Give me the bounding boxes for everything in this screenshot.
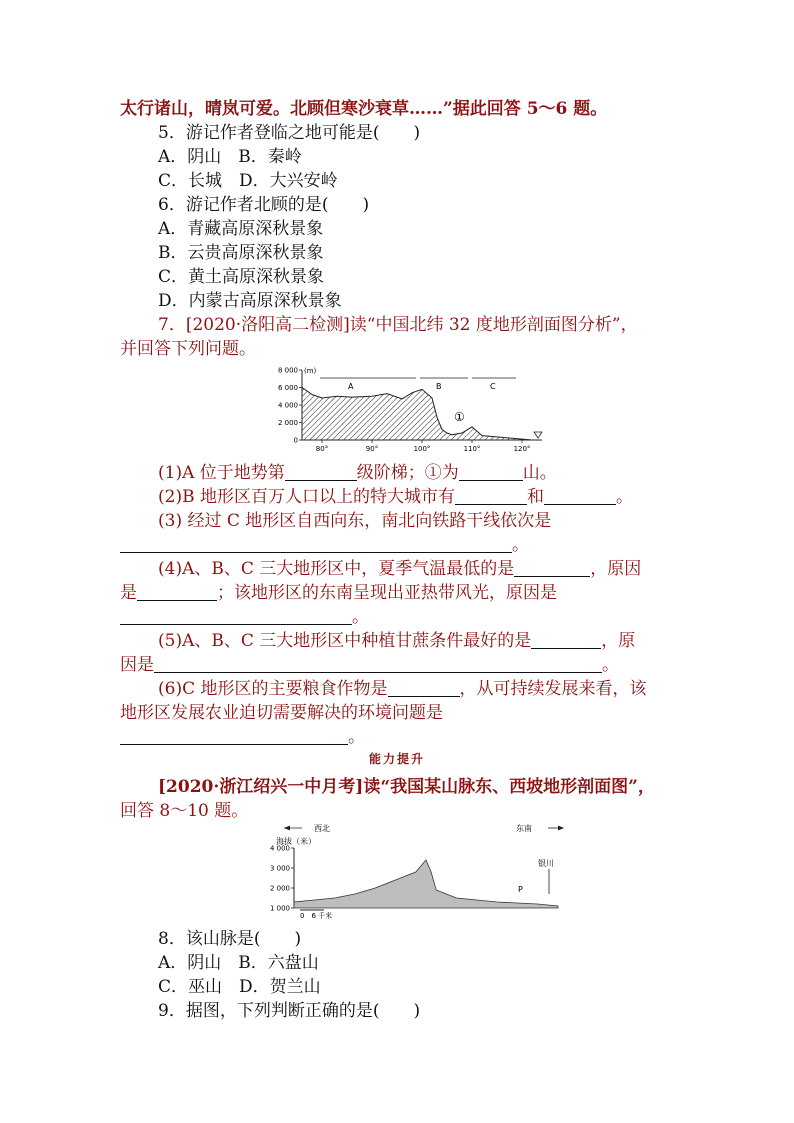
chart1-region-b: B: [436, 382, 442, 391]
q7-part4-line1: (4)A、B、C 三大地形区中，夏季气温最低的是 ，原因: [158, 559, 642, 579]
q7-part6-answer: 。: [120, 725, 674, 749]
section-heading: 能力提升: [368, 752, 425, 766]
q8-options-2: C．巫山 D．贺兰山: [158, 977, 321, 997]
chart1-terrain-area: [302, 388, 532, 441]
chart1-y-tick-label: 8 000: [277, 366, 298, 375]
q6-option-d: D．内蒙古高原深秋景象: [158, 291, 342, 311]
q7-part6-line2: 地形区发展农业迫切需要解决的环境问题是: [120, 703, 443, 723]
q7-part4-line2: 是 ；该地形区的东南呈现出亚热带风光，原因是: [120, 583, 557, 603]
q7-part5-line2: 因是 。: [120, 655, 619, 675]
q7-part6-line1: (6)C 地形区的主要粮食作物是 ，从可持续发展来看，该: [158, 679, 647, 699]
q7-part5-line1: (5)A、B、C 三大地形区中种植甘蔗条件最好的是 ，原: [158, 631, 636, 651]
chart2-ylabel: 海拔（米）: [276, 837, 316, 846]
chart2-scale-label: 0 6 千米: [300, 912, 333, 920]
q6-option-a: A．青藏高原深秋景象: [158, 219, 324, 239]
sea-level-icon: [534, 432, 542, 438]
chart2-terrain-area: [294, 860, 558, 908]
chart1-x-tick-label: 90°: [365, 445, 379, 453]
chart2-direction-east: 东南: [516, 824, 532, 833]
intro-text: 太行诸山，晴岚可爱。北顾但寒沙衰草……”据此回答 5～6 题。: [120, 99, 608, 119]
q7-blank-1a: [285, 462, 357, 481]
q7-blank-1b: [459, 462, 523, 481]
q7-blank-2a: [455, 486, 527, 505]
chart1-x-tick-label: 120°: [513, 445, 531, 453]
q7-blank-4c: [120, 606, 352, 625]
q7-intro-line2: 并回答下列问题。: [120, 339, 256, 359]
q6-option-c: C．黄土高原深秋景象: [158, 267, 325, 287]
chart2-direction-west: 西北: [314, 824, 330, 833]
q7-blank-3: [120, 534, 512, 553]
q9-stem: 9．据图，下列判断正确的是( ): [158, 1001, 421, 1021]
chart2-y-tick-label: 2 000: [270, 884, 290, 893]
chart1-y-tick-label: 6 000: [277, 384, 298, 392]
q5-stem: 5．游记作者登临之地可能是( ): [158, 123, 421, 143]
arrow-left-icon: [284, 826, 290, 831]
q8-intro-line2: 回答 8～10 题。: [120, 801, 249, 821]
q7-blank-5a: [531, 630, 601, 649]
q6-stem: 6．游记作者北顾的是( ): [158, 195, 370, 215]
chart1-x-tick-label: 100°: [413, 445, 431, 453]
q6-option-b: B．云贵高原深秋景象: [158, 243, 324, 263]
chart2-y-tick-label: 1 000: [270, 904, 290, 913]
q7-part3: (3) 经过 C 地形区自西向东，南北向铁路干线依次是: [158, 511, 552, 531]
chart2-y-tick-label: 3 000: [270, 864, 290, 873]
chart2-point-p: P: [518, 885, 523, 894]
q7-blank-4b: [137, 582, 217, 601]
q7-blank-2b: [544, 486, 616, 505]
q7-part1: (1)A 位于地势第 级阶梯；①为 山。: [158, 463, 557, 483]
q7-part4-answer: 。: [120, 605, 674, 629]
chart-mountain-profile: [270, 822, 570, 922]
chart1-y-tick-label: 2 000: [277, 419, 298, 427]
chart1-region-c: C: [490, 382, 496, 391]
chart1-x-tick-label: 80°: [315, 445, 329, 453]
chart1-unit: (m): [304, 367, 317, 375]
q7-intro-line1: 7．[2020·洛阳高二检测]读“中国北纬 32 度地形剖面图分析”，: [158, 315, 638, 335]
q7-part2: (2)B 地形区百万人口以上的特大城市有 和 。: [158, 487, 633, 507]
chart1-x-tick-label: 110°: [463, 445, 481, 453]
q5-options-2: C．长城 D．大兴安岭: [158, 171, 338, 191]
chart1-y-tick-label: 4 000: [277, 401, 298, 410]
chart2-y-tick-label: 4 000: [270, 844, 290, 853]
q8-intro-line1: [2020·浙江绍兴一中月考]读“我国某山脉东、西坡地形剖面图”，: [158, 777, 655, 797]
q7-blank-4a: [514, 558, 590, 577]
q7-part3-answer: 。: [120, 533, 674, 557]
q8-options-1: A．阴山 B．六盘山: [158, 953, 319, 973]
chart1-region-a: A: [348, 382, 354, 391]
q5-options-1: A．阴山 B．秦岭: [158, 147, 302, 167]
q7-blank-6a: [388, 678, 460, 697]
chart2-city-label: 银川: [538, 859, 554, 868]
q8-stem: 8．该山脉是( ): [158, 929, 302, 949]
q7-blank-5b: [154, 654, 602, 673]
q7-blank-6b: [120, 726, 348, 745]
chart1-marker-1: ①: [454, 410, 465, 424]
chart-profile-32n: [272, 364, 572, 458]
chart1-y-tick-label: 0: [293, 436, 298, 445]
arrow-right-icon: [558, 826, 564, 831]
